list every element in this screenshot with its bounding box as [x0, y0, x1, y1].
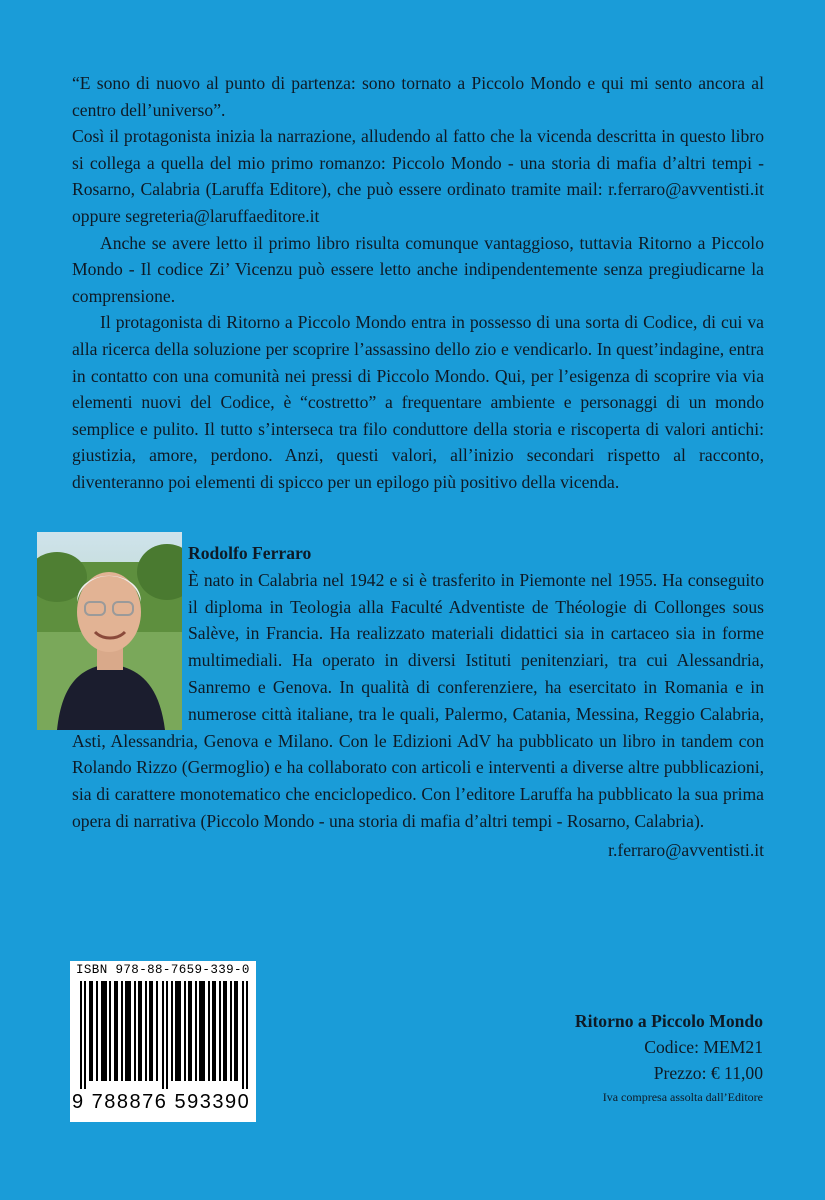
synopsis-paragraph: Così il protagonista inizia la narrazione, alludendo al fatto che la vicenda descritta in questo libro si collega a quella del mio primo romanzo: Piccolo Mondo - una storia di mafia d’altri tempi - Rosarno, Calabria (Laruffa Editore), che può essere ordinato tramite mail: r.ferraro@avventisti.it oppure segreteria@laruffaeditore.it	[72, 126, 764, 226]
barcode-number: 9 788876 593390	[72, 1091, 251, 1113]
synopsis	[72, 70, 764, 496]
book-title: Ritorno a Piccolo Mondo	[574, 1011, 763, 1031]
book-code: Codice: MEM21	[644, 1037, 763, 1057]
vat-note: Iva compresa assolta dall’Editore	[602, 1090, 763, 1104]
barcode-bars	[78, 981, 250, 1089]
isbn-label: ISBN 978-88-7659-339-0	[76, 963, 250, 977]
author-bio-text: È nato in Calabria nel 1942 e si è trasferito in Piemonte nel 1955. Ha conseguito il diploma in Teologia alla Faculté Adventiste de Théologie di Collonges sous Salève, in Francia. Ha realizzato materiali didattici sia in cartaceo sia in forme multimediali. Ha operato in diversi Istituti penitenziari, tra cui Alessandria, Sanremo e Genova. In qualità di conferenziere, ha esercitato in Romania e in numerose città italiane, tra le quali, Palermo, Catania, Messina, Reggio Calabria, Asti, Alessandria, Genova e Milano. Con le Edizioni AdV ha pubblicato un libro in tandem con Rolando Rizzo (Germoglio) e ha collaborato con articoli e interventi a diverse altre pubblicazioni, sia di carattere monotematico che enciclopedico. Con l’editore Laruffa ha pubblicato la sua prima opera di narrativa (Piccolo Mondo - una storia di mafia d’altri tempi - Rosarno, Calabria).	[72, 569, 764, 831]
book-info	[575, 1008, 763, 1108]
author-email: r.ferraro@avventisti.it	[608, 839, 764, 860]
book-price: Prezzo: € 11,00	[653, 1063, 763, 1083]
synopsis-quote: “E sono di nuovo al punto di partenza: sono tornato a Piccolo Mondo e qui mi sento ancora al centro dell’universo”.	[72, 73, 764, 120]
synopsis-paragraph: Il protagonista di Ritorno a Piccolo Mondo entra in possesso di una sorta di Codice, di cui va alla ricerca della soluzione per scoprire l’assassino dello zio e vendicarlo. In quest’indagine, entra in contatto con una comunità nei pressi di Piccolo Mondo. Qui, per l’esigenza di scoprire via via elementi nuovi del Codice, è “costretto” a frequentare ambiente e personaggi di un mondo semplice e pulito. Il tutto s’interseca tra filo conduttore della storia e riscoperta di valori antichi: giustizia, amore, perdono. Anzi, questi valori, all’inizio secondari rispetto al racconto, diventeranno poi elementi di spicco per un epilogo più positivo della vicenda.	[72, 312, 764, 492]
author-bio	[72, 540, 764, 864]
isbn-barcode	[70, 961, 256, 1122]
author-name: Rodolfo Ferraro	[188, 543, 312, 563]
synopsis-paragraph: Anche se avere letto il primo libro risulta comunque vantaggioso, tuttavia Ritorno a Piccolo Mondo - Il codice Zi’ Vicenzu può essere letto anche indipendentemente senza pregiudicarne la comprensione.	[72, 232, 764, 306]
